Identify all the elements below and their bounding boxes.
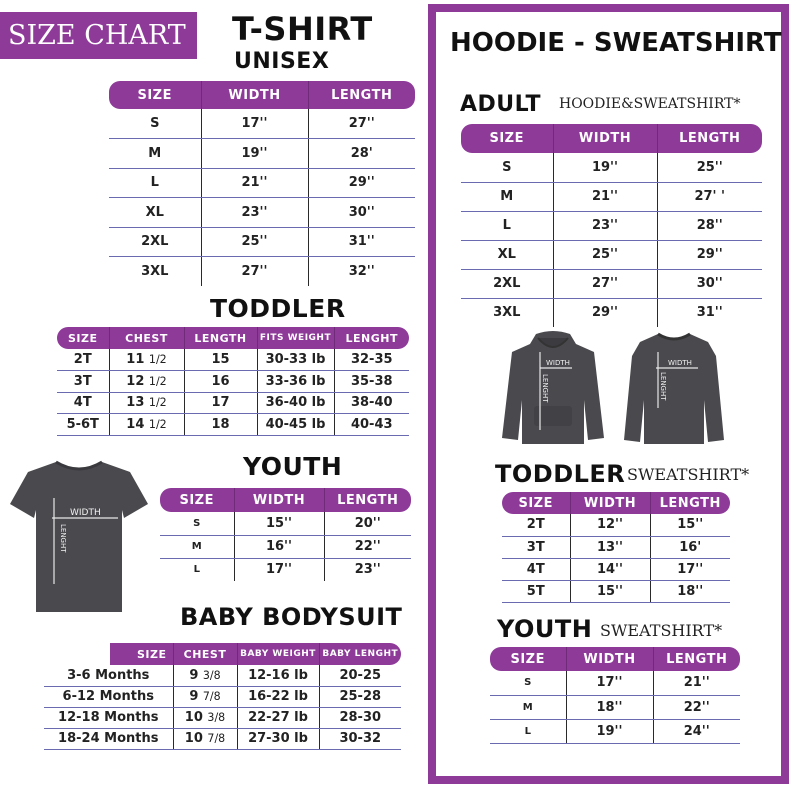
cell-size: 3T: [57, 371, 109, 393]
header-width: WIDTH: [553, 124, 657, 153]
cell-size: XL: [461, 240, 553, 269]
header-size: SIZE: [490, 647, 566, 671]
hoodie-toddler-title: TODDLER: [495, 460, 626, 488]
cell-width: 19'': [566, 719, 653, 743]
cell-width: 27'': [201, 257, 308, 287]
youth-title: YOUTH: [243, 452, 343, 481]
table-row: [109, 168, 415, 198]
header-length: LENGTH: [650, 492, 730, 514]
header-width: WIDTH: [570, 492, 650, 514]
cell-size: 3XL: [141, 264, 169, 279]
header-length: LENGTH: [324, 488, 411, 512]
adult-hoodie-table: [461, 124, 762, 327]
cell-lenght: 38-40: [334, 392, 409, 414]
header-size: SIZE: [44, 643, 173, 665]
cell-width: 12'': [570, 514, 650, 536]
header-size: SIZE: [160, 488, 234, 512]
table-row: [57, 349, 409, 371]
header-baby-weight: BABY WEIGHT: [237, 643, 319, 665]
cell-lenght: 32-35: [334, 349, 409, 371]
cell-size: M: [160, 535, 234, 558]
sweatshirt-picture: [622, 332, 726, 446]
header-length: LENGTH: [184, 327, 257, 349]
cell-width: 17'': [566, 671, 653, 695]
cell-width: 29'': [553, 298, 657, 327]
cell-chest: 13 1/2: [109, 392, 184, 414]
cell-length: 27'': [308, 109, 415, 139]
cell-width: 17'': [201, 109, 308, 139]
cell-width: 19'': [553, 153, 657, 182]
cell-size: S: [461, 153, 553, 182]
width-label: WIDTH: [546, 359, 570, 367]
toddler-title: TODDLER: [210, 294, 346, 323]
cell-length: 29'': [308, 168, 415, 198]
cell-size: L: [193, 564, 200, 576]
cell-chest: 12 1/2: [109, 371, 184, 393]
cell-size: L: [461, 211, 553, 240]
cell-width: 25'': [553, 240, 657, 269]
table-row: [502, 558, 730, 580]
youth-size-table: [160, 488, 411, 581]
cell-width: 21'': [553, 182, 657, 211]
cell-length: 22'': [653, 695, 740, 719]
tshirt-picture: [6, 460, 152, 614]
length-label: LENGHT: [59, 524, 67, 553]
cell-size: 18-24 Months: [44, 728, 173, 749]
cell-width: 17'': [234, 558, 324, 581]
table-row: [461, 182, 762, 211]
cell-length: 32'': [308, 257, 415, 287]
cell-width: 23'': [553, 211, 657, 240]
cell-width: 27'': [553, 269, 657, 298]
table-row: [160, 535, 411, 558]
cell-chest: 9 3/8: [173, 665, 237, 686]
cell-length: 18'': [650, 580, 730, 602]
table-row: [502, 536, 730, 558]
header-size: SIZE: [109, 81, 201, 109]
header-baby-lenght: BABY LENGHT: [319, 643, 401, 665]
cell-weight: 33-36 lb: [257, 371, 334, 393]
adult-subtitle: HOODIE&SWEATSHIRT*: [559, 96, 741, 112]
cell-chest: 11 1/2: [109, 349, 184, 371]
cell-lenght: 28-30: [319, 707, 401, 728]
table-row: [160, 512, 411, 535]
cell-size: M: [461, 182, 553, 211]
cell-size: 5-6T: [57, 414, 109, 436]
cell-width: 14'': [570, 558, 650, 580]
hoodie-title: HOODIE - SWEATSHIRT: [450, 28, 782, 58]
header-fits-weight: FITS WEIGHT: [257, 327, 334, 349]
cell-size: 4T: [502, 558, 570, 580]
cell-size: L: [109, 168, 201, 198]
header-size: SIZE: [57, 327, 109, 349]
baby-size-table: [44, 643, 401, 750]
table-row: [44, 707, 401, 728]
tshirt-subtitle: UNISEX: [234, 49, 330, 74]
toddler-size-table: [57, 327, 409, 436]
cell-length: 28'': [657, 211, 762, 240]
cell-length: 18: [184, 414, 257, 436]
table-row: [44, 665, 401, 686]
cell-size: 6-12 Months: [44, 686, 173, 707]
cell-length: 16': [650, 536, 730, 558]
table-row: [109, 139, 415, 169]
cell-size: M: [490, 695, 566, 719]
cell-chest: 9 7/8: [173, 686, 237, 707]
size-chart-badge: SIZE CHART: [0, 12, 197, 59]
cell-length: 31'': [657, 298, 762, 327]
cell-length: 15: [184, 349, 257, 371]
cell-length: 28': [308, 139, 415, 169]
cell-length: 30'': [657, 269, 762, 298]
header-width: WIDTH: [234, 488, 324, 512]
header-width: WIDTH: [201, 81, 308, 109]
cell-size: XL: [109, 198, 201, 228]
length-label: LENGHT: [659, 372, 667, 401]
cell-chest: 10 7/8: [173, 728, 237, 749]
length-label: LENGHT: [541, 374, 549, 403]
cell-length: 15'': [650, 514, 730, 536]
cell-weight: 22-27 lb: [237, 707, 319, 728]
table-row: [490, 719, 740, 743]
table-row: [44, 728, 401, 749]
cell-length: 17'': [650, 558, 730, 580]
cell-lenght: 20-25: [319, 665, 401, 686]
header-length: LENGTH: [308, 81, 415, 109]
cell-lenght: 40-43: [334, 414, 409, 436]
cell-length: 22'': [324, 535, 411, 558]
toddler-sweatshirt-table: [502, 492, 730, 603]
table-row: [502, 514, 730, 536]
cell-length: 29'': [657, 240, 762, 269]
cell-length: 16: [184, 371, 257, 393]
cell-size: S: [490, 671, 566, 695]
cell-weight: 36-40 lb: [257, 392, 334, 414]
cell-size: M: [109, 139, 201, 169]
table-row: [109, 198, 415, 228]
header-size: SIZE: [461, 124, 553, 153]
cell-size: S: [109, 109, 201, 139]
width-label: WIDTH: [668, 359, 692, 367]
header-chest: CHEST: [173, 643, 237, 665]
cell-size: 3-6 Months: [44, 665, 173, 686]
width-label: WIDTH: [70, 508, 101, 518]
cell-lenght: 30-32: [319, 728, 401, 749]
header-width: WIDTH: [566, 647, 653, 671]
table-row: [461, 153, 762, 182]
hoodie-youth-title: YOUTH: [497, 615, 593, 643]
cell-size: 2T: [57, 349, 109, 371]
cell-size: 5T: [502, 580, 570, 602]
cell-lenght: 25-28: [319, 686, 401, 707]
hoodie-youth-subtitle: SWEATSHIRT*: [600, 621, 723, 640]
cell-weight: 12-16 lb: [237, 665, 319, 686]
table-row: [461, 298, 762, 327]
baby-title: BABY BODYSUIT: [180, 603, 403, 631]
table-row: [109, 227, 415, 257]
cell-chest: 10 3/8: [173, 707, 237, 728]
cell-lenght: 35-38: [334, 371, 409, 393]
cell-width: 19'': [201, 139, 308, 169]
header-length: LENGTH: [657, 124, 762, 153]
cell-width: 23'': [201, 198, 308, 228]
adult-title: ADULT: [460, 92, 542, 117]
table-row: [109, 109, 415, 139]
cell-width: 15'': [570, 580, 650, 602]
cell-width: 15'': [234, 512, 324, 535]
tshirt-size-table: [109, 81, 415, 286]
table-row: [57, 392, 409, 414]
cell-size: 3T: [502, 536, 570, 558]
hoodie-picture: [500, 330, 606, 446]
cell-size: 12-18 Months: [44, 707, 173, 728]
hoodie-toddler-subtitle: SWEATSHIRT*: [627, 465, 750, 484]
table-row: [109, 257, 415, 287]
cell-size: 4T: [57, 392, 109, 414]
cell-width: 18'': [566, 695, 653, 719]
table-row: [490, 695, 740, 719]
cell-length: 17: [184, 392, 257, 414]
cell-size: 2T: [502, 514, 570, 536]
cell-length: 23'': [324, 558, 411, 581]
table-row: [160, 558, 411, 581]
cell-length: 31'': [308, 227, 415, 257]
table-row: [490, 671, 740, 695]
table-row: [461, 269, 762, 298]
header-chest: CHEST: [109, 327, 184, 349]
cell-width: 21'': [201, 168, 308, 198]
table-row: [461, 240, 762, 269]
cell-length: 20'': [324, 512, 411, 535]
cell-size: 2XL: [109, 227, 201, 257]
table-row: [502, 580, 730, 602]
cell-weight: 30-33 lb: [257, 349, 334, 371]
cell-width: 16'': [234, 535, 324, 558]
youth-sweatshirt-table: [490, 647, 740, 744]
header-size: SIZE: [502, 492, 570, 514]
cell-width: 13'': [570, 536, 650, 558]
cell-chest: 14 1/2: [109, 414, 184, 436]
table-row: [44, 686, 401, 707]
cell-length: 25'': [657, 153, 762, 182]
header-length: LENGTH: [653, 647, 740, 671]
cell-length: 27' ': [657, 182, 762, 211]
cell-length: 21'': [653, 671, 740, 695]
cell-size: L: [490, 719, 566, 743]
cell-weight: 27-30 lb: [237, 728, 319, 749]
header-lenght: LENGHT: [334, 327, 409, 349]
cell-weight: 16-22 lb: [237, 686, 319, 707]
cell-size: S: [160, 512, 234, 535]
tshirt-title: T-SHIRT: [232, 10, 373, 48]
cell-weight: 40-45 lb: [257, 414, 334, 436]
table-row: [57, 414, 409, 436]
table-row: [57, 371, 409, 393]
cell-size: 2XL: [461, 269, 553, 298]
cell-width: 25'': [201, 227, 308, 257]
cell-size: 3XL: [493, 305, 521, 321]
cell-length: 24'': [653, 719, 740, 743]
table-row: [461, 211, 762, 240]
cell-length: 30'': [308, 198, 415, 228]
